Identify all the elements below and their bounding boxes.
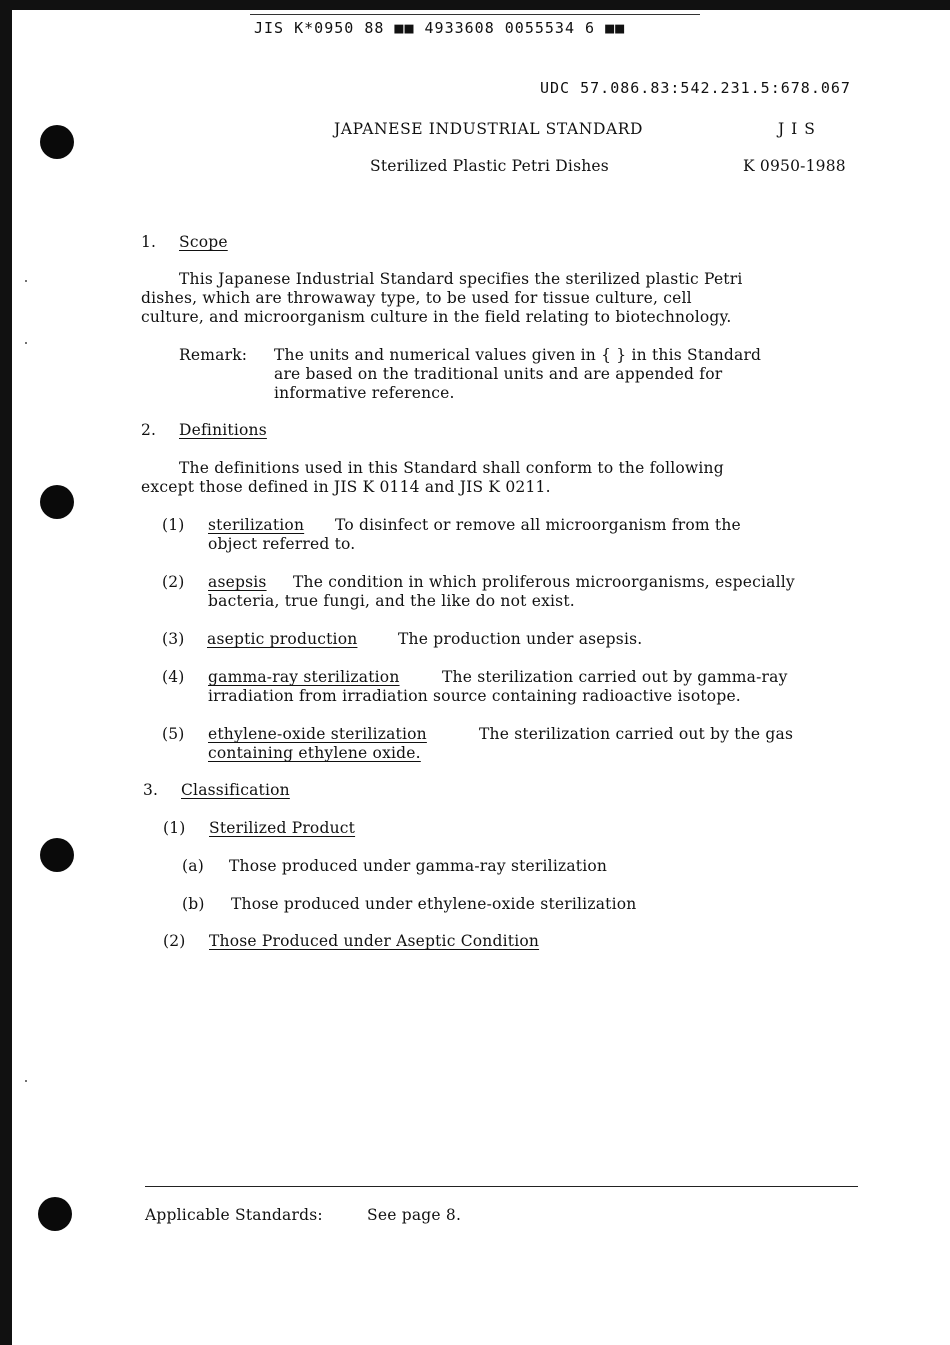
remark-text-line: informative reference. (274, 384, 455, 402)
definition-text: object referred to. (208, 535, 356, 553)
definition-term: gamma-ray sterilization (208, 668, 400, 686)
udc-number: UDC 57.086.83:542.231.5:678.067 (540, 79, 851, 97)
section-title-definitions: Definitions (179, 421, 267, 439)
punch-hole (40, 125, 74, 159)
remark-text-line: The units and numerical values given in { } in this Standard (274, 346, 762, 364)
scope-text-line: This Japanese Industrial Standard specifies the sterilized plastic Petri (179, 270, 743, 288)
classification-item-title: Sterilized Product (209, 819, 356, 837)
punch-hole (40, 838, 74, 872)
scope-text-line: dishes, which are throwaway type, to be used for tissue culture, cell (141, 289, 692, 307)
definition-text: The sterilization carried out by gamma-ray (442, 668, 788, 686)
standard-heading: JAPANESE INDUSTRIAL STANDARD (334, 120, 644, 138)
scan-speck (25, 342, 27, 344)
remark-text-line: are based on the traditional units and are appended for (274, 365, 723, 383)
section-title-classification: Classification (181, 781, 290, 799)
section-title-scope: Scope (179, 233, 228, 251)
footer-value: See page 8. (367, 1206, 462, 1224)
scan-left-border (0, 0, 12, 1345)
definition-text: To disinfect or remove all microorganism from the (335, 516, 741, 534)
section-number: 2. (141, 421, 157, 439)
definition-term: ethylene-oxide sterilization (208, 725, 427, 743)
classification-subitem-number: (a) (182, 857, 204, 875)
punch-hole (38, 1197, 72, 1231)
section-number: 3. (143, 781, 159, 799)
scope-text-line: culture, and microorganism culture in the field relating to biotechnology. (141, 308, 732, 326)
punch-hole (40, 485, 74, 519)
footer-label: Applicable Standards: (145, 1206, 323, 1224)
definition-number: (3) (162, 630, 185, 648)
header-rule (250, 14, 700, 15)
scan-top-border (0, 0, 950, 10)
definition-text: The production under asepsis. (398, 630, 643, 648)
definition-term: aseptic production (207, 630, 358, 648)
remark-label: Remark: (179, 346, 248, 364)
classification-subitem-text: Those produced under ethylene-oxide sterilization (231, 895, 637, 913)
footer-rule (145, 1186, 858, 1187)
classification-item-number: (1) (163, 819, 186, 837)
definition-text: irradiation from irradiation source containing radioactive isotope. (208, 687, 741, 705)
definition-number: (5) (162, 725, 185, 743)
standard-number: K 0950-1988 (743, 157, 846, 175)
classification-item-title: Those Produced under Aseptic Condition (209, 932, 540, 950)
classification-item-number: (2) (163, 932, 186, 950)
scan-speck (25, 280, 27, 282)
section-number: 1. (141, 233, 157, 251)
definition-text: The condition in which proliferous microorganisms, especially (293, 573, 795, 591)
definition-number: (4) (162, 668, 185, 686)
classification-subitem-number: (b) (182, 895, 205, 913)
definition-number: (1) (162, 516, 185, 534)
definition-text: containing ethylene oxide. (208, 744, 421, 762)
definition-term: asepsis (208, 573, 267, 591)
definition-text: bacteria, true fungi, and the like do not exist. (208, 592, 575, 610)
definitions-intro-line: except those defined in JIS K 0114 and JIS K 0211. (141, 478, 551, 496)
document-code-line: JIS K*0950 88 ■■ 4933608 0055534 6 ■■ (254, 19, 626, 37)
jis-label: J I S (778, 120, 816, 138)
document-title: Sterilized Plastic Petri Dishes (370, 157, 609, 175)
definitions-intro-line: The definitions used in this Standard shall conform to the following (179, 459, 724, 477)
definition-number: (2) (162, 573, 185, 591)
definition-text: The sterilization carried out by the gas (479, 725, 794, 743)
classification-subitem-text: Those produced under gamma-ray sterilization (229, 857, 608, 875)
scan-speck (25, 1080, 27, 1082)
definition-term: sterilization (208, 516, 305, 534)
